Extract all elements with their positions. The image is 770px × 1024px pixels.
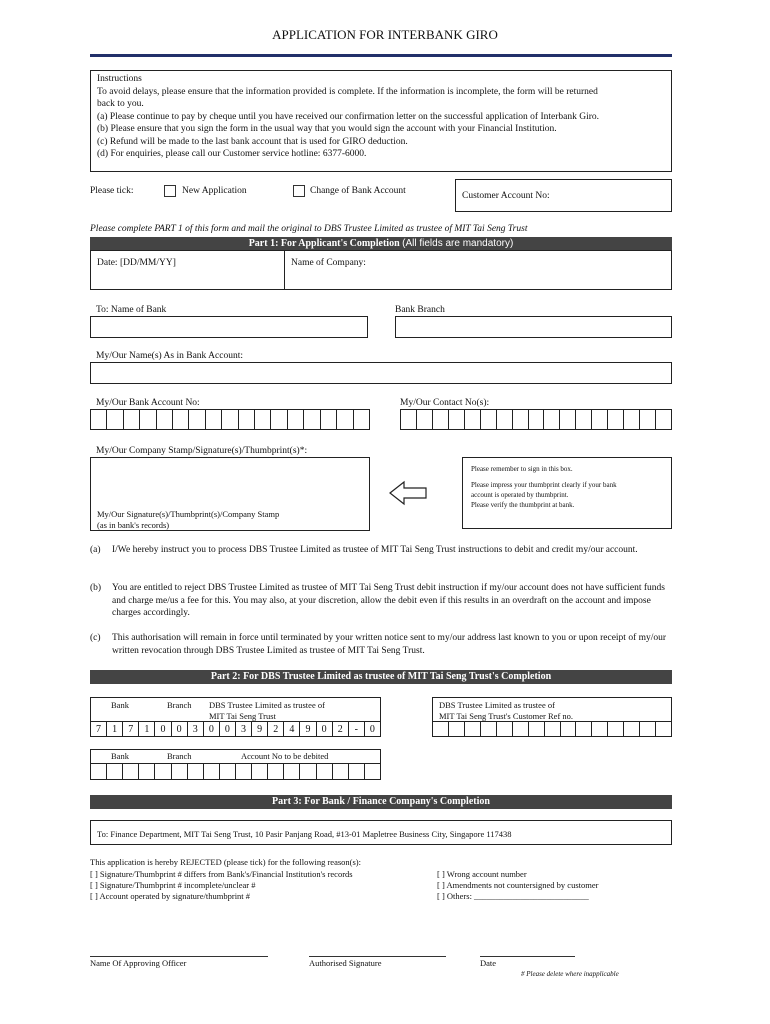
cell[interactable] — [640, 409, 656, 430]
cell[interactable] — [481, 409, 497, 430]
digit-cell: 0 — [220, 721, 236, 737]
cell[interactable] — [333, 763, 349, 780]
bank-account-label: My/Our Bank Account No: — [96, 398, 200, 408]
cell[interactable] — [449, 409, 465, 430]
cell[interactable] — [288, 409, 304, 430]
form-title: APPLICATION FOR INTERBANK GIRO — [272, 27, 498, 42]
cell[interactable] — [365, 763, 381, 780]
cell[interactable] — [107, 763, 123, 780]
date-field[interactable] — [90, 250, 285, 290]
digit-cell: 3 — [188, 721, 204, 737]
new-application-label: New Application — [182, 186, 247, 196]
digit-cell: 0 — [172, 721, 188, 737]
cell[interactable] — [481, 721, 497, 737]
part1-heading-text: Part 1: For Applicant's Completion — [248, 238, 400, 249]
mail-note: Please complete PART 1 of this form and mail the original to DBS Trustee Limited as trustee of MIT Tai Seng Trust — [90, 224, 528, 234]
cell[interactable] — [465, 409, 481, 430]
cell[interactable] — [417, 409, 433, 430]
digit-cell: 7 — [91, 721, 107, 737]
part1-heading-note: (All fields are mandatory) — [402, 238, 514, 249]
cell[interactable] — [236, 763, 252, 780]
reminder-box — [462, 457, 672, 529]
approving-officer-label: Name Of Approving Officer — [90, 958, 187, 968]
cell[interactable] — [173, 409, 189, 430]
branch-header: Branch — [167, 700, 192, 710]
instructions-line: back to you. — [97, 99, 144, 109]
bank-header: Bank — [111, 751, 129, 761]
cell[interactable] — [140, 409, 156, 430]
digit-cell: 2 — [268, 721, 284, 737]
cell[interactable] — [91, 409, 107, 430]
title-rule — [90, 54, 672, 57]
part3-heading: Part 3: For Bank / Finance Company's Completion — [90, 795, 672, 809]
cell[interactable] — [124, 409, 140, 430]
digit-cell: - — [349, 721, 365, 737]
cell[interactable] — [433, 409, 449, 430]
authorised-signature-line[interactable] — [309, 956, 446, 957]
rejected-heading: This application is hereby REJECTED (please tick) for the following reason(s): — [90, 857, 361, 867]
cell[interactable] — [529, 721, 545, 737]
digit-cell: 3 — [236, 721, 252, 737]
cell[interactable] — [529, 409, 545, 430]
cell[interactable] — [624, 721, 640, 737]
digit-cell: 0 — [317, 721, 333, 737]
cell[interactable] — [497, 409, 513, 430]
clause-a-text: I/We hereby instruct you to process DBS Trustee Limited as trustee of MIT Tai Seng Trust instructions to debit and credit my/our account. — [112, 545, 638, 555]
customer-ref-header-2: MIT Tai Seng Trust's Customer Ref no. — [439, 711, 574, 721]
cell[interactable] — [300, 763, 316, 780]
customer-ref-header: DBS Trustee Limited as trustee of — [439, 700, 555, 710]
instructions-heading: Instructions — [97, 74, 142, 84]
signature-caption-note: (as in bank's records) — [97, 520, 170, 530]
cell[interactable] — [560, 409, 576, 430]
digit-cell: 1 — [139, 721, 155, 737]
cell[interactable] — [354, 409, 370, 430]
instructions-box — [90, 70, 672, 172]
cell[interactable] — [188, 763, 204, 780]
contact-label: My/Our Contact No(s): — [400, 398, 490, 408]
reminder-line: account is operated by thumbprint. — [471, 491, 569, 499]
cell[interactable] — [304, 409, 320, 430]
bank-branch-field[interactable] — [395, 316, 672, 338]
reason-item[interactable]: [ ] Signature/Thumbprint # differs from Bank's/Financial Institution's records — [90, 869, 353, 879]
reminder-line: Please verify the thumbprint at bank. — [471, 501, 575, 509]
reminder-line: Please remember to sign in this box. — [471, 465, 573, 473]
cell[interactable] — [337, 409, 353, 430]
branch-header: Branch — [167, 751, 192, 761]
trustee-header-2: MIT Tai Seng Trust — [209, 711, 276, 721]
customer-account-label: Customer Account No: — [462, 191, 550, 201]
cell[interactable] — [624, 409, 640, 430]
customer-ref-box — [432, 697, 672, 721]
digit-cell: 9 — [252, 721, 268, 737]
digit-cell: 0 — [204, 721, 220, 737]
cell[interactable] — [255, 409, 271, 430]
cell[interactable] — [545, 721, 561, 737]
reason-item[interactable]: [ ] Amendments not countersigned by customer — [437, 880, 599, 890]
cell[interactable] — [172, 763, 188, 780]
instructions-line: (b) Please ensure that you sign the form in the usual way that you would sign the account with your Financial Institution. — [97, 124, 557, 134]
reminder-line: Please impress your thumbprint clearly if your bank — [471, 481, 617, 489]
trustee-code-box — [90, 697, 381, 721]
cell[interactable] — [220, 763, 236, 780]
trustee-header: DBS Trustee Limited as trustee of — [209, 700, 325, 710]
bank-header: Bank — [111, 700, 129, 710]
bank-account-boxes[interactable] — [90, 409, 370, 430]
instructions-line: (c) Refund will be made to the last bank account that is used for GIRO deduction. — [97, 136, 408, 147]
digit-cell: 0 — [365, 721, 381, 737]
instructions-line: (a) Please continue to pay by cheque until you have received our confirmation letter on the successful application of Interbank Giro. — [97, 111, 600, 122]
digit-cell: 0 — [155, 721, 171, 737]
reason-item[interactable]: [ ] Signature/Thumbprint # incomplete/unclear # — [90, 880, 256, 890]
company-name-label: Name of Company: — [291, 258, 366, 268]
reason-item[interactable]: [ ] Account operated by signature/thumbprint # — [90, 891, 251, 901]
approving-officer-line[interactable] — [90, 956, 268, 957]
reason-item[interactable]: [ ] Others: ___________________________ — [437, 891, 589, 901]
cell[interactable] — [189, 409, 205, 430]
instructions-line: To avoid delays, please ensure that the information provided is complete. If the information is incomplete, the form will be returned — [97, 86, 598, 97]
cell[interactable] — [608, 721, 624, 737]
bank-branch-label: Bank Branch — [395, 305, 445, 315]
customer-account-field[interactable] — [455, 179, 672, 212]
cell[interactable] — [206, 409, 222, 430]
account-names-field[interactable] — [90, 362, 672, 384]
contact-boxes[interactable] — [400, 409, 672, 430]
date-signature-label: Date — [480, 958, 497, 968]
cell[interactable] — [252, 763, 268, 780]
cell[interactable] — [157, 409, 173, 430]
digit-cell: 9 — [300, 721, 316, 737]
left-arrow-icon — [388, 480, 428, 506]
debit-account-boxes[interactable] — [90, 763, 381, 780]
cell[interactable] — [91, 763, 107, 780]
authorised-signature-label: Authorised Signature — [309, 958, 382, 968]
debit-account-header: Account No to be debited — [241, 751, 329, 761]
trustee-code-boxes — [90, 721, 381, 737]
bank-name-field[interactable] — [90, 316, 368, 338]
cell[interactable] — [497, 721, 513, 737]
digit-cell: 1 — [107, 721, 123, 737]
cell[interactable] — [239, 409, 255, 430]
customer-ref-boxes[interactable] — [432, 721, 672, 737]
clause-b-text: You are entitled to reject DBS Trustee Limited as trustee of MIT Tai Seng Trust debit instruction if my/our account does not have sufficient funds and charge me/us a fee for this. You may also, at your discretion, allow the debit even if this results in an overdraft on the account and impose charges accordingly. — [112, 583, 665, 618]
signature-box[interactable] — [90, 457, 370, 531]
cell[interactable] — [465, 721, 481, 737]
tick-label: Please tick: — [90, 186, 134, 196]
cell[interactable] — [284, 763, 300, 780]
finance-address-box — [90, 820, 672, 845]
cell[interactable] — [513, 721, 529, 737]
clause-b-label: (b) — [90, 583, 102, 593]
reason-item[interactable]: [ ] Wrong account number — [437, 869, 527, 879]
cell[interactable] — [592, 721, 608, 737]
cell[interactable] — [107, 409, 123, 430]
cell[interactable] — [268, 763, 284, 780]
signature-caption: My/Our Signature(s)/Thumbprint(s)/Company Stamp — [97, 509, 280, 519]
cell[interactable] — [204, 763, 220, 780]
cell[interactable] — [321, 409, 337, 430]
clause-c-label: (c) — [90, 633, 101, 643]
account-names-label: My/Our Name(s) As in Bank Account: — [96, 351, 243, 361]
part1-heading — [90, 237, 672, 250]
change-account-checkbox[interactable] — [293, 185, 305, 197]
cell[interactable] — [401, 409, 417, 430]
cell[interactable] — [349, 763, 365, 780]
cell[interactable] — [608, 409, 624, 430]
cell[interactable] — [544, 409, 560, 430]
cell[interactable] — [561, 721, 577, 737]
cell[interactable] — [222, 409, 238, 430]
cell[interactable] — [576, 721, 592, 737]
digit-cell: 4 — [284, 721, 300, 737]
cell[interactable] — [317, 763, 333, 780]
cell[interactable] — [656, 721, 672, 737]
finance-address: To: Finance Department, MIT Tai Seng Trust, 10 Pasir Panjang Road, #13-01 Mapletree Business City, Singapore 117438 — [97, 829, 512, 839]
cell[interactable] — [155, 763, 171, 780]
cell[interactable] — [271, 409, 287, 430]
instructions-line: (d) For enquiries, please call our Customer service hotline: 6377-6000. — [97, 149, 367, 159]
footnote: # Please delete where inapplicable — [521, 970, 619, 978]
clause-a-label: (a) — [90, 545, 101, 555]
digit-cell: 7 — [123, 721, 139, 737]
clause-c-text: This authorisation will remain in force until terminated by your written notice sent to my/our address last known to you or upon receipt of my/our written revocation through DBS Trustee Limited as trustee of MIT Tai Seng Trust. — [112, 633, 667, 656]
cell[interactable] — [640, 721, 656, 737]
stamp-label: My/Our Company Stamp/Signature(s)/Thumbprint(s)*: — [96, 446, 308, 456]
change-account-label: Change of Bank Account — [310, 186, 406, 196]
cell[interactable] — [139, 763, 155, 780]
cell[interactable] — [513, 409, 529, 430]
cell[interactable] — [576, 409, 592, 430]
cell[interactable] — [123, 763, 139, 780]
cell[interactable] — [433, 721, 449, 737]
date-signature-line[interactable] — [480, 956, 575, 957]
cell[interactable] — [656, 409, 672, 430]
bank-name-label: To: Name of Bank — [96, 305, 167, 315]
digit-cell: 2 — [333, 721, 349, 737]
company-name-field[interactable] — [284, 250, 672, 290]
debit-account-box — [90, 749, 381, 763]
cell[interactable] — [449, 721, 465, 737]
date-label: Date: [DD/MM/YY] — [97, 258, 176, 268]
new-application-checkbox[interactable] — [164, 185, 176, 197]
part2-heading: Part 2: For DBS Trustee Limited as trustee of MIT Tai Seng Trust's Completion — [90, 670, 672, 684]
cell[interactable] — [592, 409, 608, 430]
